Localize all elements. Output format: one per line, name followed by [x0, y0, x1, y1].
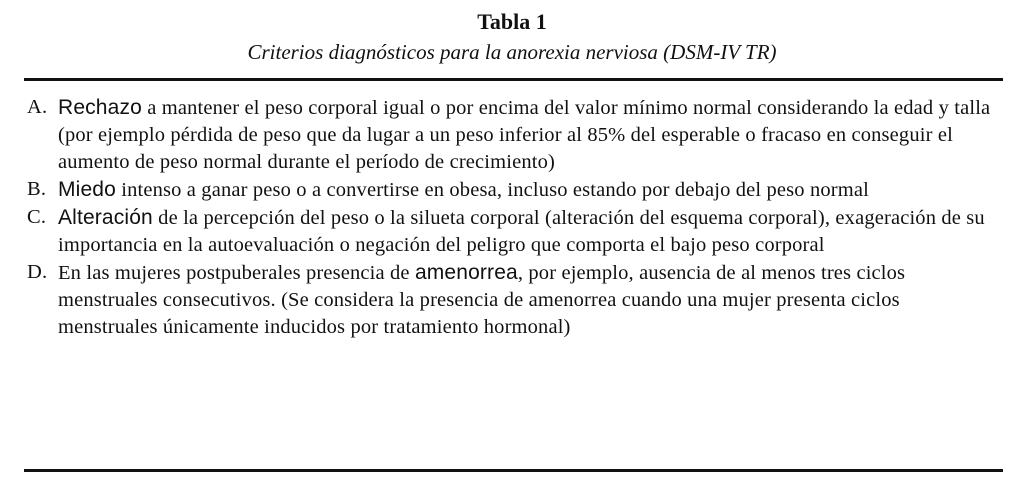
- criterion-d: [27, 259, 1002, 341]
- table-title: Tabla 1: [477, 9, 547, 34]
- table-subtitle: Criterios diagnósticos para la anorexia nerviosa (DSM-IV TR): [247, 40, 777, 64]
- criterion-text: , por ejemplo, ausencia de al menos tres ciclos menstruales consecutivos. (Se considera la presencia de amenorrea cuando una mujer presenta ciclos menstruales únicamente inducidos por tratamiento hormonal): [58, 262, 906, 338]
- criterion-letter: C.: [27, 206, 47, 228]
- criterion-keyword: amenorrea: [414, 261, 518, 284]
- criterion-keyword: Rechazo: [58, 96, 142, 119]
- top-rule: [24, 78, 1003, 81]
- criterion-text: intenso a ganar peso o a convertirse en obesa, incluso estando por debajo del peso normal: [115, 179, 869, 201]
- criterion-text-before: En las mujeres postpuberales presencia de: [58, 262, 415, 284]
- bottom-rule: [24, 469, 1003, 472]
- criterion-c: [27, 204, 1002, 259]
- criteria-list: [27, 94, 1002, 341]
- criterion-letter: D.: [27, 261, 48, 283]
- criterion-keyword: Alteración: [58, 206, 153, 229]
- criterion-letter: B.: [27, 178, 47, 200]
- criterion-b: [27, 176, 1002, 204]
- criterion-text: de la percepción del peso o la silueta corporal (alteración del esquema corporal), exageración de su importancia en la autoevaluación o negación del peligro que comporta el bajo peso corporal: [58, 207, 985, 256]
- criterion-keyword: Miedo: [58, 178, 116, 201]
- criterion-text: a mantener el peso corporal igual o por encima del valor mínimo normal considerando la edad y talla (por ejemplo pérdida de peso que da lugar a un peso inferior al 85% del esperable o fracaso en conseguir el aumento de peso normal durante el período de crecimiento): [58, 97, 991, 173]
- criterion-letter: A.: [27, 96, 48, 118]
- criterion-a: [27, 94, 1002, 176]
